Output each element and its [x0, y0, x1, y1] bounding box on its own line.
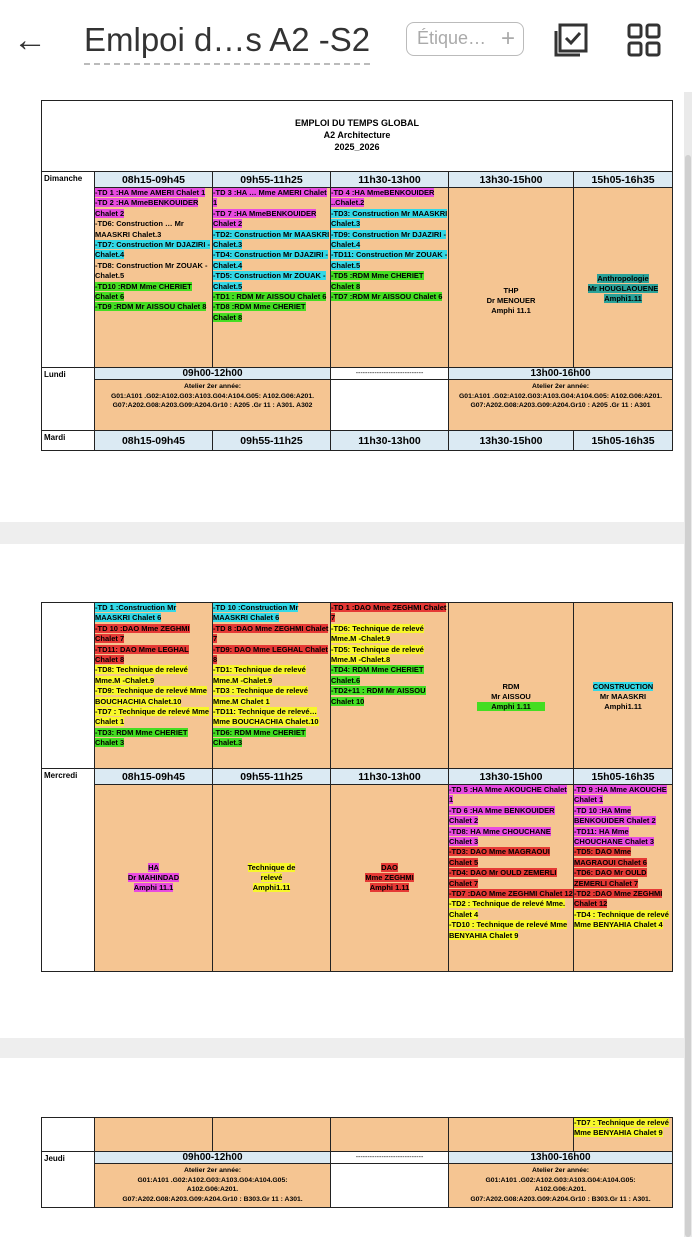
scrollbar-thumb[interactable]: [685, 155, 691, 1237]
timetable: [41, 602, 673, 972]
course-cell: Technique de relevé Amphi1.11: [213, 785, 331, 972]
course-cell: -TD 1 :Construction Mr MAASKRI Chalet 6 -TD 10 :DAO Mme ZEGHMI Chalet 7 -TD11: DAO Mme LEGHAL Chalet 8 -TD8: Technique de relevé Mme.M -Chalet.9 -TD9: Technique de relevé Mme BOUCHACHIA Chalet.10 -TD7 : Technique de relevé Mme Chalet 1 -TD3: RDM Mme CHERIET Chalet 3: [95, 603, 213, 769]
slot-header: 09h00-12h00: [95, 368, 331, 380]
course-cell: -TD 10 :Construction Mr MAASKRI Chalet 6 -TD 8 :DAO Mme ZEGHMI Chalet 7 -TD9: DAO Mme LEGHAL Chalet 8 -TD1: Technique de relevé Mme.M -Chalet.9 -TD3 : Technique de relevé Mme.M Chalet 1 -TD11: Technique de relevé… Mme BOUCHACHIA Chalet.10 -TD6: RDM Mme CHERIET Chalet.3: [213, 603, 331, 769]
document-title[interactable]: Emlpoi d…s A2 -S2: [84, 18, 370, 65]
empty-cell: [449, 1118, 574, 1152]
timetable-title: EMPLOI DU TEMPS GLOBAL A2 Architecture 2025_2026: [42, 101, 673, 172]
plus-icon[interactable]: +: [500, 25, 515, 52]
atelier-cell: Atelier 2er année: G01:A101 .G02:A102.G03:A103.G04:A104.G05: A102.G06:A201. G07:A202.G08:A203.G09:A204.Gr10 : B303.Gr 11 : A301.: [95, 1164, 331, 1208]
slot-header: 09h55-11h25: [213, 769, 331, 785]
slot-header: 13h00-16h00: [449, 368, 673, 380]
empty-slot: -----------------------------: [331, 368, 449, 380]
course-cell: -TD 1 :DAO Mme ZEGHMI Chalet 7 -TD6: Technique de relevé Mme.M -Chalet.9 -TD5: Technique de relevé Mme.M -Chalet.8 -TD4: RDM Mme CHERIET Chalet.6 -TD2+11 : RDM Mr AISSOU Chalet 10: [331, 603, 449, 769]
empty-slot: -----------------------------: [331, 1152, 449, 1164]
empty-cell: [331, 380, 449, 431]
timetable-page-2: [41, 602, 672, 972]
course-cell: HA Dr MAHINDAD Amphi 11.1: [95, 785, 213, 972]
course-cell: THP Dr MENOUER Amphi 11.1: [449, 188, 574, 368]
timetable: [41, 100, 673, 451]
empty-cell: [95, 1118, 213, 1152]
day-label: Jeudi: [42, 1152, 95, 1208]
day-label: Dimanche: [42, 172, 95, 368]
day-label: Mardi: [42, 431, 95, 451]
slot-header: 09h00-12h00: [95, 1152, 331, 1164]
tag-placeholder: Étique…: [417, 28, 487, 48]
slot-header: 13h30-15h00: [449, 172, 574, 188]
course-cell: -TD 9 :HA Mme AKOUCHE Chalet 1 -TD 10 :HA Mme BENKOUIDER Chalet 2 -TD11: HA Mme CHOUCHANE Chalet 3 -TD5: DAO Mme MAGRAOUI Chalet 6 -TD6: DAO Mr OULD ZEMERLI Chalet 7 -TD2 :DAO Mme ZEGHMI Chalet 12 -TD4 : Technique de relevé Mme BENYAHIA Chalet 4: [574, 785, 673, 972]
slot-header: 08h15-09h45: [95, 431, 213, 451]
course-cell: CONSTRUCTION Mr MAASKRI Amphi1.11: [574, 603, 673, 769]
day-label: Mercredi: [42, 769, 95, 972]
atelier-cell: Atelier 2er année: G01:A101 .G02:A102.G03:A103.G04:A104.G05: A102.G06:A201. G07:A202.G08:A203.G09:A204.Gr10 : A205 .Gr 11 : A301. A302: [95, 380, 331, 431]
slot-header: 11h30-13h00: [331, 172, 449, 188]
slot-header: 11h30-13h00: [331, 769, 449, 785]
course-cell: Anthropologie Mr HOUGLAOUENE Amphi1.11: [574, 188, 673, 368]
course-cell: -TD 1 :HA Mme AMERI Chalet 1 -TD 2 :HA MmeBENKOUIDER Chalet 2 -TD6: Construction … Mr MAASKRI Chalet.3 -TD7: Construction Mr DJAZIRI -Chalet.4 -TD8: Construction Mr ZOUAK -Chalet.5 -TD10 :RDM Mme CHERIET Chalet 6 -TD9 :RDM Mr AISSOU Chalet 8: [95, 188, 213, 368]
slot-header: 13h30-15h00: [449, 431, 574, 451]
day-label: Lundi: [42, 368, 95, 431]
day-label: [42, 1118, 95, 1152]
grid-view-icon[interactable]: [626, 22, 662, 58]
slot-header: 09h55-11h25: [213, 431, 331, 451]
timetable-page-1: [41, 100, 672, 451]
slot-header: 13h30-15h00: [449, 769, 574, 785]
back-arrow-icon[interactable]: ←: [13, 21, 47, 59]
course-cell: RDM Mr AISSOU Amphi 1.11: [449, 603, 574, 769]
atelier-cell: Atelier 2er année: G01:A101 .G02:A102.G03:A103.G04:A104.G05: A102.G06:A201. G07:A202.G08:A203.G09:A204.Gr10 : B303.Gr 11 : A301.: [449, 1164, 673, 1208]
slot-header: 15h05-16h35: [574, 172, 673, 188]
slot-header: 13h00-16h00: [449, 1152, 673, 1164]
timetable-page-3: [41, 1117, 672, 1208]
course-cell: DAO Mme ZEGHMI Amphi 1.11: [331, 785, 449, 972]
timetable: [41, 1117, 673, 1208]
course-cell: -TD 5 :HA Mme AKOUCHE Chalet 1 -TD 6 :HA Mme BENKOUIDER Chalet 2 -TD8: HA Mme CHOUCHANE Chalet 3 -TD3: DAO Mme MAGRAOUI Chalet 5 -TD4: DAO Mr OULD ZEMERLI Chalet 7 -TD7 :DAO Mme ZEGHMI Chalet 12 -TD2 : Technique de relevé Mme. Chalet 4 -TD10 : Technique de relevé Mme BENYAHIA Chalet 9: [449, 785, 574, 972]
empty-cell: [331, 1164, 449, 1208]
slot-header: 08h15-09h45: [95, 769, 213, 785]
tag-input[interactable]: [406, 22, 524, 56]
empty-cell: [213, 1118, 331, 1152]
page-separator: [0, 1038, 692, 1058]
slot-header: 11h30-13h00: [331, 431, 449, 451]
day-label: [42, 603, 95, 769]
slot-header: 09h55-11h25: [213, 172, 331, 188]
slot-header: 15h05-16h35: [574, 431, 673, 451]
top-bar: [0, 0, 692, 84]
page-separator: [0, 522, 692, 544]
atelier-cell: Atelier 2er année: G01:A101 .G02:A102.G03:A103.G04:A104.G05: A102.G06:A201. G07:A202.G08:A203.G09:A204.Gr10 : A205 .Gr 11 : A301: [449, 380, 673, 431]
course-cell: -TD 3 :HA … Mme AMERI Chalet 1 -TD 7 :HA MmeBENKOUIDER Chalet 2 -TD2: Construction Mr MAASKRI Chalet.3 -TD4: Construction Mr DJAZIRI - Chalet.4 -TD5: Construction Mr ZOUAK - Chalet.5 -TD1 : RDM Mr AISSOU Chalet 6 -TD8 :RDM Mme CHERIET Chalet 8: [213, 188, 331, 368]
slot-header: 15h05-16h35: [574, 769, 673, 785]
checklist-icon[interactable]: [552, 22, 590, 58]
empty-cell: [331, 1118, 449, 1152]
course-cell: -TD7 : Technique de relevé Mme BENYAHIA Chalet 9: [574, 1118, 673, 1152]
slot-header: 08h15-09h45: [95, 172, 213, 188]
course-cell: -TD 4 :HA MmeBENKOUIDER ..Chalet.2 -TD3: Construction Mr MAASKRI Chalet.3 -TD9: Construction Mr DJAZIRI - Chalet.4 -TD11: Construction Mr ZOUAK -Chalet.5 -TD5 :RDM Mme CHERIET Chalet 8 -TD7 :RDM Mr AISSOU Chalet 6: [331, 188, 449, 368]
